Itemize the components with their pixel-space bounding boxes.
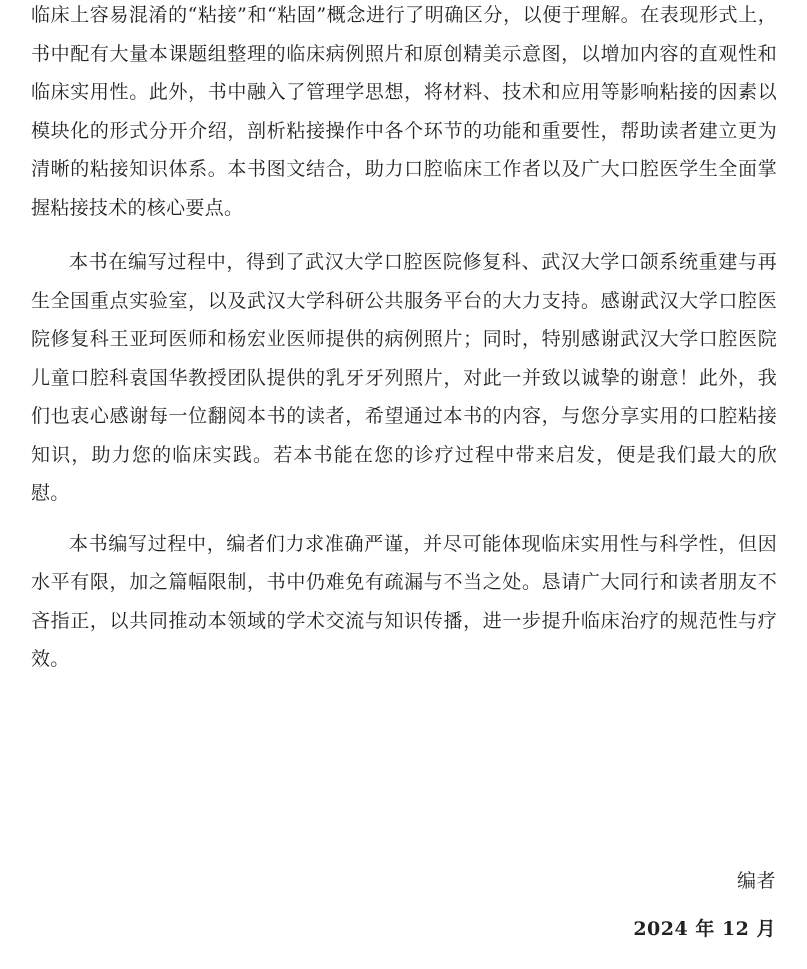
- paragraph-continued: 临床上容易混淆的“粘接”和“粘固”概念进行了明确区分，以便于理解。在表现形式上，书中配有大量本课题组整理的临床病例照片和原创精美示意图，以增加内容的直观性和临床实用性。此外，书中融入了管理学思想，将材料、技术和应用等影响粘接的因素以模块化的形式分开介绍，剖析粘接操作中各个环节的功能和重要性，帮助读者建立更为清晰的粘接知识体系。本书图文结合，助力口腔临床工作者以及广大口腔医学生全面掌握粘接技术的核心要点。: [31, 4, 777, 219]
- paragraph-closing: 本书编写过程中，编者们力求准确严谨，并尽可能体现临床实用性与科学性，但因水平有限，加之篇幅限制，书中仍难免有疏漏与不当之处。恳请广大同行和读者朋友不吝指正，以共同推动本领域的学术交流与知识传播，进一步提升临床治疗的规范性与疗效。: [31, 532, 777, 670]
- signature-author: 编者: [736, 870, 776, 892]
- paragraph-acknowledgements: 本书在编写过程中，得到了武汉大学口腔医院修复科、武汉大学口颌系统重建与再生全国重点实验室，以及武汉大学科研公共服务平台的大力支持。感谢武汉大学口腔医院修复科王亚珂医师和杨宏业医师提供的病例照片；同时，特别感谢武汉大学口腔医院儿童口腔科袁国华教授团队提供的乳牙牙列照片，对此一并致以诚挚的谢意！此外，我们也衷心感谢每一位翻阅本书的读者，希望通过本书的内容，与您分享实用的口腔粘接知识，助力您的临床实践。若本书能在您的诊疗过程中带来启发，便是我们最大的欣慰。: [31, 251, 777, 504]
- signature-date: 2024 年 12 月: [633, 918, 776, 940]
